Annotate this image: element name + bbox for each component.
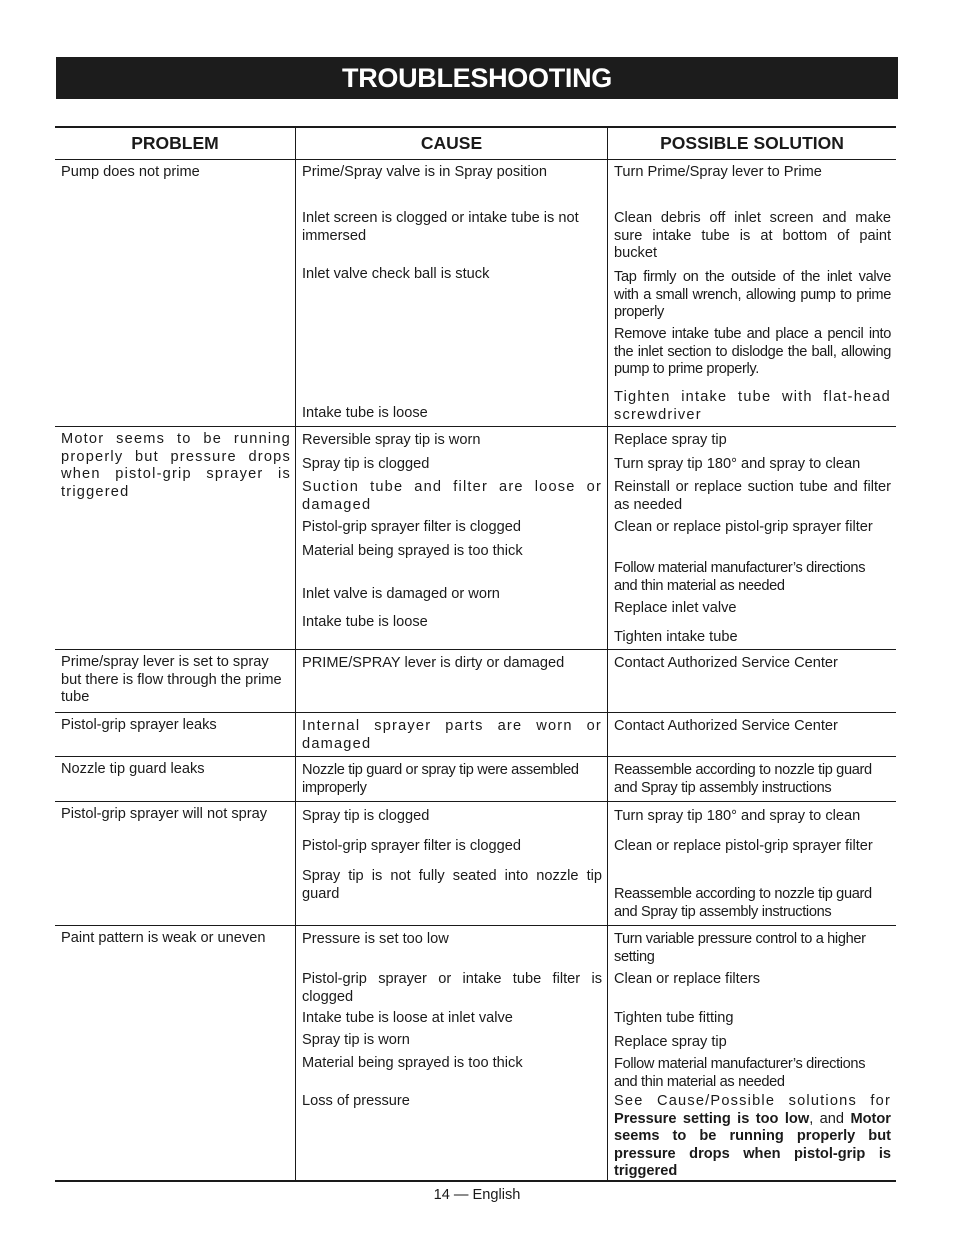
see-also-lead: See Cause/Possible solutions for [614,1093,891,1109]
solution-item: Clean or replace pistol-grip sprayer filter [614,519,873,535]
problem-cell: Pistol-grip sprayer will not spray [61,806,268,822]
solution-item: Clean or replace filters [614,971,761,987]
table-row [55,926,896,1182]
problem-cell: Prime/spray lever is set to spray but there is flow through the prime tube [61,654,282,705]
solution-item: Replace inlet valve [614,600,737,616]
problem-cell [55,427,295,649]
table-row [55,650,896,713]
solution-cell [607,427,896,649]
solution-cell [607,757,896,801]
solution-item: Turn variable pressure control to a higher setting [614,931,866,965]
see-also-note [614,1093,891,1181]
header-solution: POSSIBLE SOLUTION [607,128,896,159]
cause-item: Intake tube is loose at inlet valve [302,1010,513,1026]
solution-item: Turn Prime/Spray lever to Prime [614,164,822,180]
cause-item: Nozzle tip guard or spray tip were assembled improperly [302,762,579,796]
cause-item: Spray tip is not fully seated into nozzle tip guard [302,868,602,902]
cause-item: Pistol-grip sprayer or intake tube filter is clogged [302,971,602,1005]
cause-cell [295,650,607,712]
solution-item: Remove intake tube and place a pencil into the inlet section to dislodge the ball, allowing pump to prime properly. [614,326,891,377]
page-footer: 14 — English [433,1187,521,1203]
cause-item: Material being sprayed is too thick [302,543,523,559]
solution-item: Tighten intake tube with flat-head screwdriver [614,389,891,423]
solution-item: Tighten intake tube [614,629,738,645]
solution-item: Replace spray tip [614,1034,727,1050]
cause-item: Pressure is set too low [302,931,449,947]
cause-cell [295,160,607,426]
solution-item: Clean debris off inlet screen and make sure intake tube is at bottom of paint bucket [614,210,891,261]
cause-item: Spray tip is clogged [302,808,430,824]
problem-cell: Nozzle tip guard leaks [61,761,205,777]
see-also-ref-pressure: Pressure setting is too low [614,1110,810,1127]
solution-cell [607,802,896,925]
cause-item: Prime/Spray valve is in Spray position [302,164,547,180]
cause-cell [295,757,607,801]
cause-item: PRIME/SPRAY lever is dirty or damaged [302,655,565,671]
table-header [55,126,896,160]
solution-cell [607,713,896,756]
solution-item: Contact Authorized Service Center [614,718,838,734]
solution-cell [607,926,896,1180]
solution-item: Reassemble according to nozzle tip guard and Spray tip assembly instructions [614,762,872,796]
cause-item: Internal sprayer parts are worn or damaged [302,718,602,752]
cause-item: Inlet screen is clogged or intake tube is not immersed [302,210,579,244]
see-also-joiner: , and [809,1110,845,1127]
table-row [55,802,896,926]
solution-item: Tap firmly on the outside of the inlet valve with a small wrench, allowing pump to prime properly [614,269,891,320]
solution-item: Contact Authorized Service Center [614,655,838,671]
troubleshooting-table [55,126,896,1182]
cause-cell [295,427,607,649]
solution-cell [607,650,896,712]
cause-item: Intake tube is loose [302,405,428,421]
problem-cell: Pump does not prime [61,164,200,180]
cause-item: Pistol-grip sprayer filter is clogged [302,838,521,854]
cause-item: Reversible spray tip is worn [302,432,481,448]
table-row [55,160,896,427]
table-row [55,713,896,757]
header-problem: PROBLEM [131,133,219,153]
solution-item: Turn spray tip 180° and spray to clean [614,456,861,472]
cause-item: Intake tube is loose [302,614,428,630]
solution-item: Clean or replace pistol-grip sprayer filter [614,838,873,854]
problem-text: Motor seems to be running properly but pressure drops when pistol-grip sprayer is triggered [61,431,291,500]
cause-item: Loss of pressure [302,1093,410,1109]
solution-item: Follow material manufacturer’s directions and thin material as needed [614,560,866,594]
solution-item: Reassemble according to nozzle tip guard and Spray tip assembly instructions [614,886,872,920]
cause-item: Spray tip is clogged [302,456,430,472]
cause-item: Pistol-grip sprayer filter is clogged [302,519,521,535]
cause-cell [295,926,607,1180]
table-row [55,427,896,650]
cause-item: Inlet valve check ball is stuck [302,266,490,282]
cause-cell [295,802,607,925]
problem-cell: Paint pattern is weak or uneven [61,930,266,946]
header-cause: CAUSE [295,128,607,159]
solution-item: Tighten tube fitting [614,1010,734,1026]
cause-cell [295,713,607,756]
page-title: TROUBLESHOOTING [56,57,898,99]
see-also-ref-motor: Motor seems to be running properly but pressure drops when pistol-grip is triggered [614,1110,891,1179]
solution-item: Reinstall or replace suction tube and filter as needed [614,479,891,513]
cause-item: Material being sprayed is too thick [302,1055,523,1071]
cause-item: Suction tube and filter are loose or damaged [302,479,602,513]
cause-item: Spray tip is worn [302,1032,410,1048]
problem-cell: Pistol-grip sprayer leaks [61,717,217,733]
table-row [55,757,896,802]
cause-item: Inlet valve is damaged or worn [302,586,500,602]
solution-cell [607,160,896,426]
solution-item: Replace spray tip [614,432,727,448]
solution-item: Follow material manufacturer’s directions and thin material as needed [614,1056,866,1090]
solution-item: Turn spray tip 180° and spray to clean [614,808,861,824]
